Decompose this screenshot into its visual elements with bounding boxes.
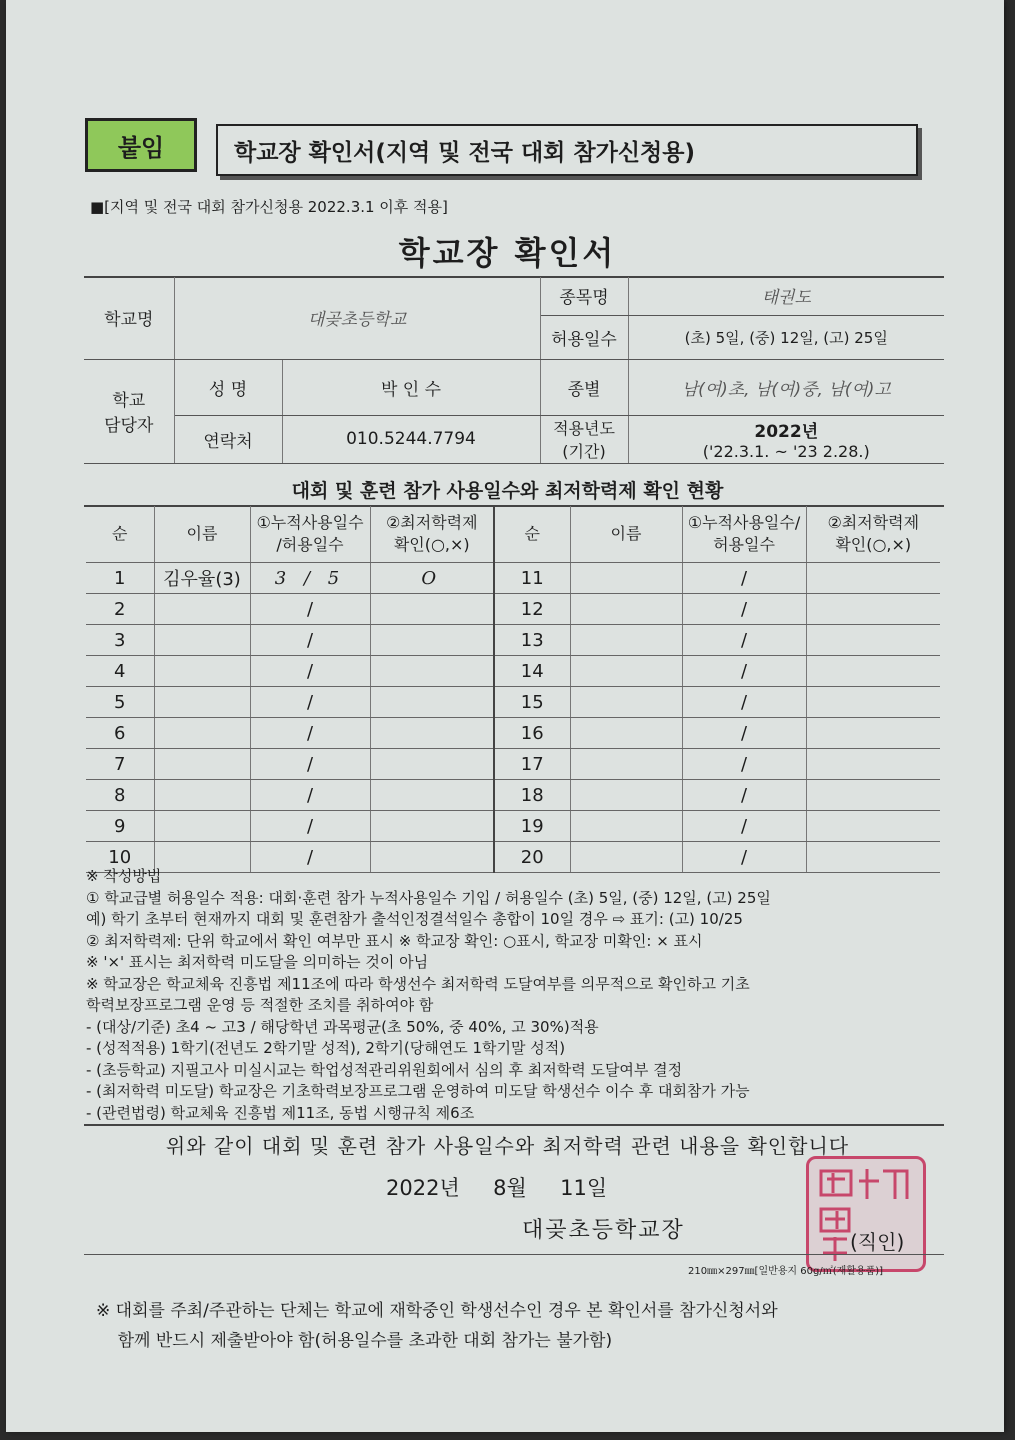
used-days: / [250,656,370,687]
student-name [154,749,250,780]
usage-section-title: 대회 및 훈련 참가 사용일수와 최저학력제 확인 현황 [291,480,724,502]
school-name-label: 학교명 [84,277,174,359]
guide-line: 학력보장프로그램 운영 등 적절한 조치를 취하여야 함 [86,996,434,1014]
row-number: 6 [86,718,154,749]
used-days: / [682,780,806,811]
writing-guide [86,866,946,1124]
allowed-days-label: 허용일수 [540,315,628,359]
paper-spec: 210㎜×297㎜[일반용지 60g/㎡(재활용품)] [688,1266,884,1277]
min-academic-check: O [370,563,494,594]
manager-name-value: 박 인 수 [282,359,540,415]
guide-line: ① 학교급별 허용일수 적용: 대회·훈련 참가 누적사용일수 기입 / 허용일수 (초) 5일, (중) 12일, (고) 25일 [86,888,771,907]
col-header-no-2: 순 [494,506,570,563]
table-row [86,625,940,656]
min-academic-check [806,563,940,594]
event-value: 태권도 [628,277,944,315]
row-number: 1 [86,563,154,594]
seal-label: (직인) [850,1230,905,1254]
guide-line: - (초등학교) 지필고사 미실시교는 학업성적관리위원회에서 심의 후 최저학력 도달여부 결정 [86,1060,683,1079]
row-number: 9 [86,811,154,842]
attachment-title: 학교장 확인서(지역 및 전국 대회 참가신청용) [216,124,918,176]
col-header-days-2: ①누적사용일수/ 허용일수 [682,506,806,563]
min-academic-check [370,594,494,625]
min-academic-check [370,687,494,718]
guide-bottom-rule [84,1124,944,1126]
row-number: 11 [494,563,570,594]
row-number: 10 [86,842,154,873]
school-name-value: 대곶초등학교 [174,277,540,359]
row-number: 18 [494,780,570,811]
min-academic-check [806,594,940,625]
col-header-name-2: 이름 [570,506,682,563]
used-days: / [250,811,370,842]
gender-value: 남(여)초, 남(여)중, 남(여)고 [628,359,944,415]
student-name [570,780,682,811]
table-row [86,780,940,811]
row-number: 17 [494,749,570,780]
row-number: 5 [86,687,154,718]
student-name [570,749,682,780]
row-number: 15 [494,687,570,718]
used-days: / [682,749,806,780]
guide-line: - (관련법령) 학교체육 진흥법 제11조, 동법 시행규칙 제6조 [86,1103,475,1122]
used-days: / [250,718,370,749]
min-academic-check [806,780,940,811]
contact-value: 010.5244.7794 [282,415,540,463]
student-name [570,563,682,594]
bottom-rule [84,1254,944,1255]
student-name [570,811,682,842]
table-row [86,749,940,780]
min-academic-check [370,625,494,656]
min-academic-check [806,625,940,656]
min-academic-check [806,656,940,687]
used-days: / [250,749,370,780]
col-header-days: ①누적사용일수 /허용일수 [250,506,370,563]
row-number: 12 [494,594,570,625]
event-label: 종목명 [540,277,628,315]
used-days: / [682,718,806,749]
apply-year-cell [628,415,944,463]
used-days: / [682,594,806,625]
col-header-no: 순 [86,506,154,563]
col-header-check-2: ②최저학력제 확인(○,×) [806,506,940,563]
min-academic-check [370,718,494,749]
student-name [154,625,250,656]
student-name [154,718,250,749]
student-name [154,811,250,842]
row-number: 4 [86,656,154,687]
row-number: 3 [86,625,154,656]
student-name [570,687,682,718]
guide-line: 예) 학기 초부터 현재까지 대회 및 훈련참가 출석인정결석일수 총합이 10일 경우 ⇨ 표기: (고) 10/25 [86,910,743,928]
min-academic-check [370,749,494,780]
school-info-table [84,277,944,464]
row-number: 2 [86,594,154,625]
table-row [86,811,940,842]
used-days: / [250,842,370,873]
principal-signature: 대곶초등학교장 [522,1218,685,1243]
used-days: / [682,811,806,842]
student-name [570,656,682,687]
used-days: / [682,625,806,656]
min-academic-check [370,780,494,811]
manager-label: 학교 담당자 [84,359,174,463]
table-row [86,718,940,749]
row-number: 19 [494,811,570,842]
table-row [86,563,940,594]
submission-footnote [96,1296,778,1356]
footnote-line: 함께 반드시 제출받아야 함(허용일수를 초과한 대회 참가는 불가함) [96,1331,613,1351]
apply-year-value: 2022년 [754,422,819,442]
table-row [86,594,940,625]
used-days: / [682,842,806,873]
min-academic-check [370,656,494,687]
table-row [86,687,940,718]
min-academic-check [806,718,940,749]
student-name [570,625,682,656]
used-days: / [682,687,806,718]
footnote-line: ※ 대회를 주최/주관하는 단체는 학교에 재학중인 학생선수인 경우 본 확인서를 참가신청서와 [96,1301,778,1321]
student-name [154,656,250,687]
confirmation-statement: 위와 같이 대회 및 훈련 참가 사용일수와 최저학력 관련 내용을 확인합니다 [165,1134,850,1158]
guide-line: ※ 학교장은 학교체육 진흥법 제11조에 따라 학생선수 최저학력 도달여부를 의무적으로 확인하고 기초 [86,974,750,993]
row-number: 16 [494,718,570,749]
student-name [154,594,250,625]
gender-label: 종별 [540,359,628,415]
used-days: / [250,687,370,718]
guide-line: - (대상/기준) 초4 ~ 고3 / 해당학년 과목평균(초 50%, 중 40%, 고 30%)적용 [86,1017,599,1036]
table-row [86,656,940,687]
col-header-name: 이름 [154,506,250,563]
apply-year-period: ('22.3.1. ~ '23 2.28.) [702,442,870,461]
used-days: / [250,594,370,625]
used-days: / [682,656,806,687]
student-name: 김우율(3) [154,563,250,594]
row-number: 13 [494,625,570,656]
issue-date: 2022년 8월 11일 [386,1176,608,1200]
row-number: 14 [494,656,570,687]
row-number: 20 [494,842,570,873]
used-days: / [682,563,806,594]
document-title: 학교장 확인서 [398,234,617,272]
guide-line: ② 최저학력제: 단위 학교에서 확인 여부만 표시 ※ 학교장 확인: ○표시, 학교장 미확인: × 표시 [86,931,703,950]
used-days: / [250,625,370,656]
row-number: 8 [86,780,154,811]
student-name [570,718,682,749]
min-academic-check [806,811,940,842]
attachment-badge: 붙임 [85,118,197,172]
student-name [154,780,250,811]
min-academic-check [806,687,940,718]
min-academic-check [806,749,940,780]
guide-line: ※ 작성방법 [86,867,162,885]
row-number: 7 [86,749,154,780]
allowed-days-value: (초) 5일, (중) 12일, (고) 25일 [628,315,944,359]
used-days: / [250,780,370,811]
contact-label: 연락처 [174,415,282,463]
col-header-check: ②최저학력제 확인(○,×) [370,506,494,563]
usage-table [86,506,940,873]
used-days: 3 / 5 [250,563,370,594]
guide-line: ※ '×' 표시는 최저학력 미도달을 의미하는 것이 아님 [86,953,429,971]
application-notice: ■[지역 및 전국 대회 참가신청용 2022.3.1 이후 적용] [90,198,448,216]
student-name [154,687,250,718]
manager-name-label: 성 명 [174,359,282,415]
guide-line: - (성적적용) 1학기(전년도 2학기말 성적), 2학기(당해연도 1학기말 성적) [86,1039,566,1057]
guide-line: - (최저학력 미도달) 학교장은 기초학력보장프로그램 운영하여 미도달 학생선수 이수 후 대회참가 가능 [86,1082,750,1100]
student-name [570,594,682,625]
min-academic-check [370,811,494,842]
apply-year-label: 적용년도 (기간) [540,415,628,463]
